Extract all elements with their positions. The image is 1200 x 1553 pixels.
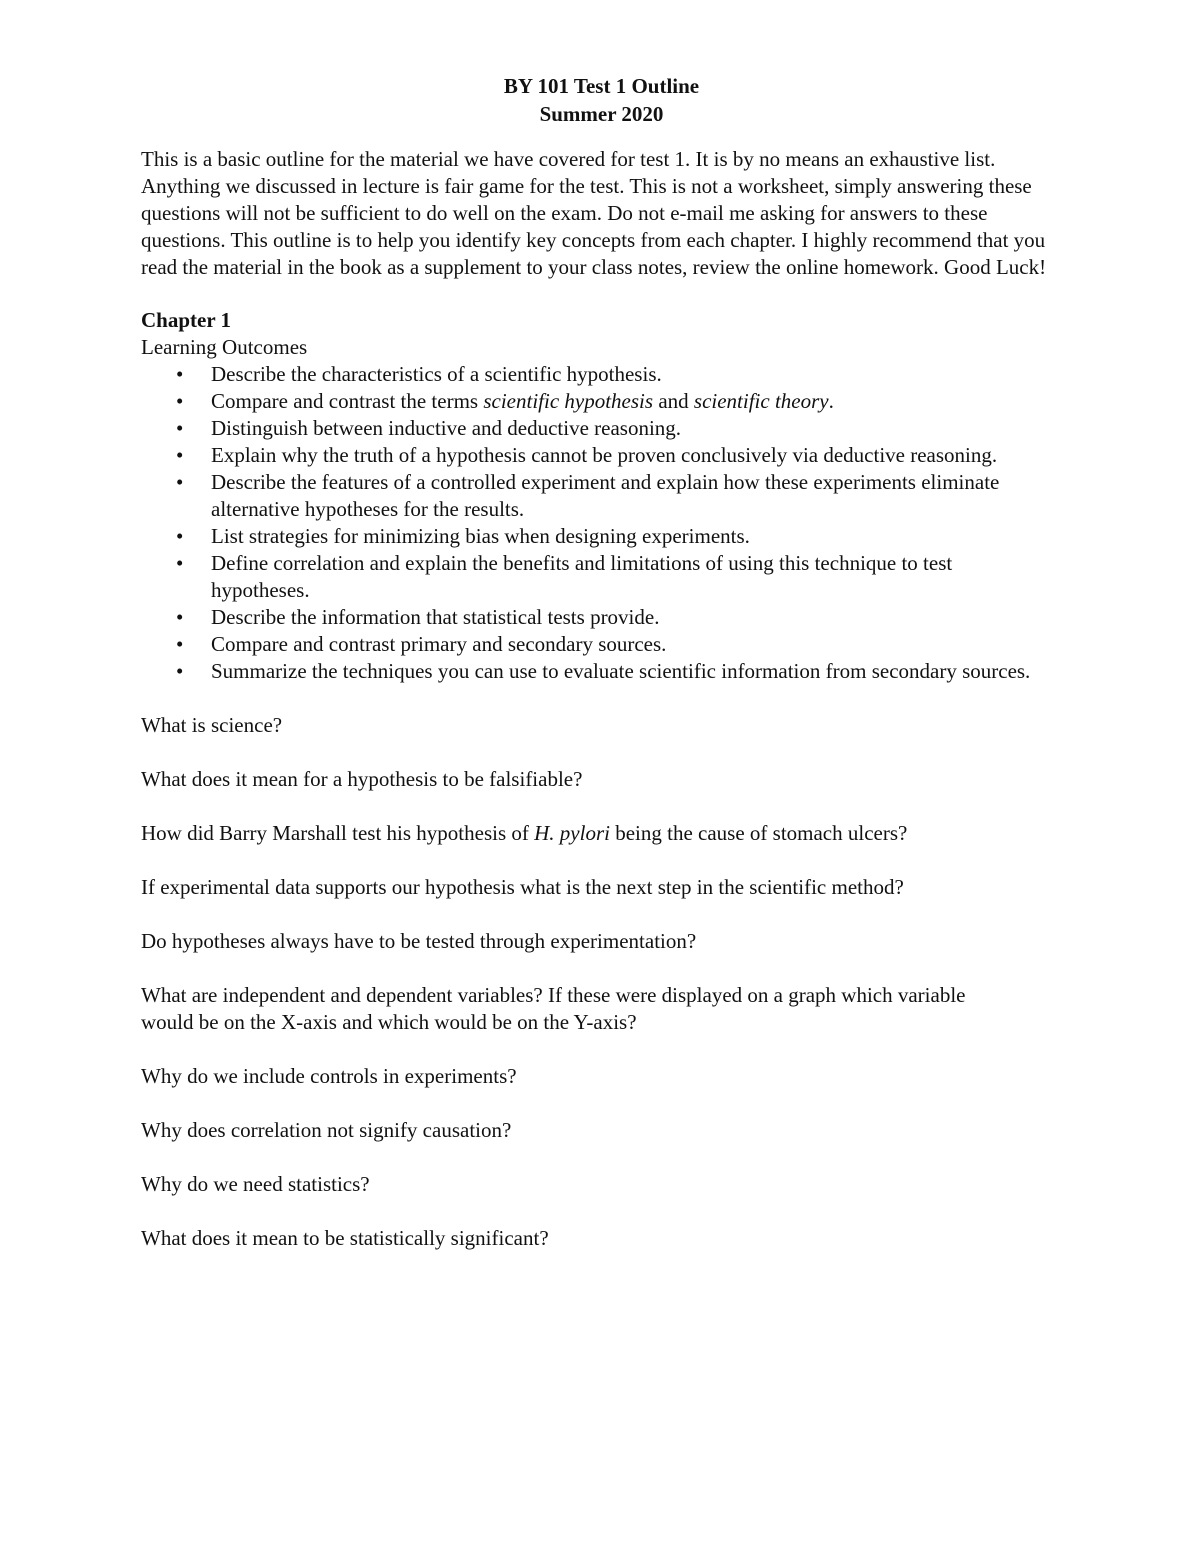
learning-outcome-item xyxy=(141,604,1066,631)
questions-list xyxy=(141,712,1066,1252)
study-question: What does it mean to be statistically significant? xyxy=(141,1226,549,1250)
bullet-icon: • xyxy=(176,389,184,413)
bullet-icon: • xyxy=(176,524,184,548)
study-question: Why does correlation not signify causation? xyxy=(141,1118,512,1142)
learning-outcome-text: Distinguish between inductive and deductive reasoning. xyxy=(211,416,682,440)
learning-outcome-item xyxy=(141,631,1066,658)
study-question: What are independent and dependent variables? If these were displayed on a graph which variable would be on the X-axis and which would be on the Y-axis? xyxy=(141,983,966,1034)
question-text: being the cause of stomach ulcers? xyxy=(609,821,908,845)
learning-outcome-text: Describe the features of a controlled experiment and explain how these experiments eliminate alternative hypotheses for the results. xyxy=(211,470,1000,521)
learning-outcome-item xyxy=(141,388,1066,415)
italic-term: scientific theory xyxy=(693,389,829,413)
bullet-icon: • xyxy=(176,470,184,494)
learning-outcome-text: Describe the characteristics of a scientific hypothesis. xyxy=(211,362,662,386)
learning-outcome-item xyxy=(141,469,1066,523)
learning-outcomes-label: Learning Outcomes xyxy=(141,335,308,359)
learning-outcome-text: and xyxy=(653,389,694,413)
italic-term: scientific hypothesis xyxy=(483,389,654,413)
study-question: Do hypotheses always have to be tested through experimentation? xyxy=(141,929,697,953)
learning-outcome-text: Compare and contrast primary and secondary sources. xyxy=(211,632,667,656)
learning-outcomes-list xyxy=(141,361,1066,685)
learning-outcome-text: Define correlation and explain the benefits and limitations of using this technique to test hypotheses. xyxy=(211,551,953,602)
document-page xyxy=(141,72,1066,1279)
learning-outcome-item xyxy=(141,442,1066,469)
study-question: Why do we need statistics? xyxy=(141,1172,370,1196)
bullet-icon: • xyxy=(176,416,184,440)
learning-outcome-text: Explain why the truth of a hypothesis cannot be proven conclusively via deductive reasoning. xyxy=(211,443,998,467)
chapter-heading: Chapter 1 xyxy=(141,308,232,332)
learning-outcome-text: Compare and contrast the terms xyxy=(211,389,484,413)
study-question: If experimental data supports our hypothesis what is the next step in the scientific method? xyxy=(141,875,904,899)
learning-outcome-item xyxy=(141,550,1066,604)
document-title: BY 101 Test 1 Outline xyxy=(503,74,700,98)
bullet-icon: • xyxy=(176,659,184,683)
study-question: Why do we include controls in experiments? xyxy=(141,1064,517,1088)
learning-outcome-item xyxy=(141,361,1066,388)
learning-outcome-text: List strategies for minimizing bias when designing experiments. xyxy=(211,524,750,548)
bullet-icon: • xyxy=(176,362,184,386)
learning-outcome-text: Describe the information that statistical tests provide. xyxy=(211,605,660,629)
italic-term: H. pylori xyxy=(534,821,610,845)
study-question: What does it mean for a hypothesis to be falsifiable? xyxy=(141,767,583,791)
study-question: What is science? xyxy=(141,713,283,737)
question-text: How did Barry Marshall test his hypothesis of xyxy=(141,821,535,845)
bullet-icon: • xyxy=(176,632,184,656)
document-subtitle: Summer 2020 xyxy=(539,102,664,126)
title-block xyxy=(137,72,1066,128)
intro-paragraph: This is a basic outline for the material we have covered for test 1. It is by no means an exhaustive list. Anything we discussed in lecture is fair game for the test. This is not a worksheet, simply answering these questions will not be sufficient to do well on the exam. Do not e-mail me asking for answers to these questions. This outline is to help you identify key concepts from each chapter. I highly recommend that you read the material in the book as a supplement to your class notes, review the online homework. Good Luck! xyxy=(141,147,1047,279)
learning-outcome-text: Summarize the techniques you can use to evaluate scientific information from secondary sources. xyxy=(211,659,1031,683)
learning-outcome-text: . xyxy=(828,389,834,413)
learning-outcome-item xyxy=(141,415,1066,442)
bullet-icon: • xyxy=(176,551,184,575)
bullet-icon: • xyxy=(176,443,184,467)
bullet-icon: • xyxy=(176,605,184,629)
learning-outcome-item xyxy=(141,523,1066,550)
study-question xyxy=(141,820,1001,847)
learning-outcome-item xyxy=(141,658,1066,685)
